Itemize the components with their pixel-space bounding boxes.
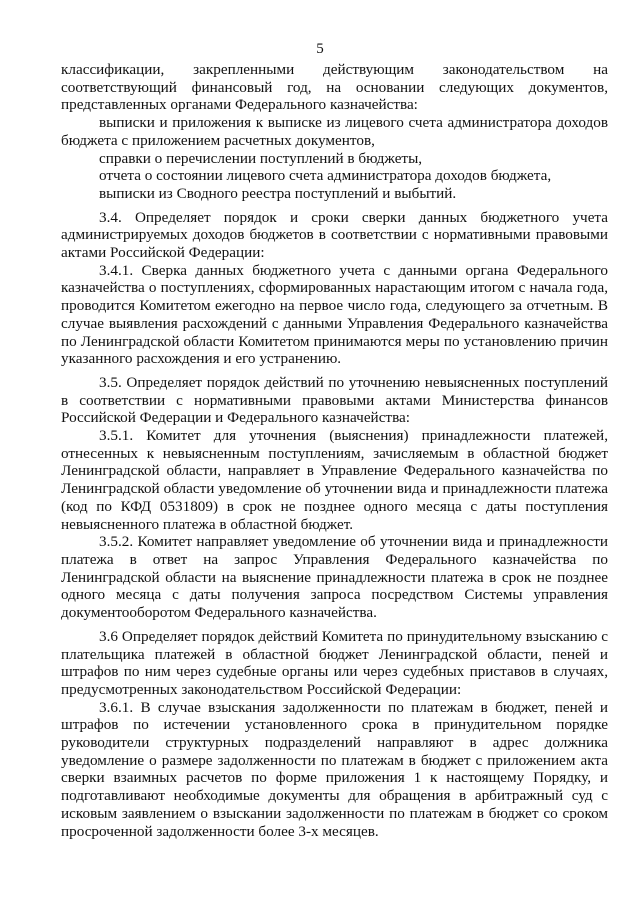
paragraph: 3.4.1. Сверка данных бюджетного учета с данными органа Федерального казначейства о поступлениях, сформированных нарастающим итогом с начала года, проводится Комитетом ежегодно на первое число года, следующего за отчетным. В случае выявления расхождений с данными Управления Федерального казначейства по Ленинградской области Комитетом принимаются меры по установлению причин указанного расхождения и его устранению. bbox=[61, 261, 608, 368]
paragraph: выписки и приложения к выписке из лицевого счета администратора доходов бюджета с приложением расчетных документов, bbox=[61, 114, 608, 149]
paragraph: 3.6.1. В случае взыскания задолженности по платежам в бюджет, пеней и штрафов по истечении установленного срока в принудительном порядке руководители структурных подразделений направляют в адрес должника уведомление о размере задолженности по платежам в бюджет с приложением акта сверки взаимных расчетов по форме приложения 1 к настоящему Порядку, и подготавливают необходимые документы для обращения в арбитражный суд с исковым заявлением о взыскании задолженности по платежам в бюджет со сроком просроченной задолженности более 3-х месяцев. bbox=[61, 698, 608, 840]
paragraph: 3.5.1. Комитет для уточнения (выяснения) принадлежности платежей, отнесенных к невыясненным поступлениям, зачисляемым в областной бюджет Ленинградской области, направляет в Управление Федерального казначейства по Ленинградской области уведомление об уточнении вида и принадлежности платежа (код по КФД 0531809) в срок не позднее одного месяца с даты поступления невыясненного платежа в областной бюджет. bbox=[61, 427, 608, 533]
paragraph: 3.4. Определяет порядок и сроки сверки данных бюджетного учета администрируемых доходов бюджетов в соответствии с нормативными правовыми актами Российской Федерации: bbox=[61, 208, 608, 262]
paragraph: классификации, закрепленными действующим законодательством на соответствующий финансовый год, на основании следующих документов, представленных органами Федерального казначейства: bbox=[61, 61, 608, 114]
paragraph: 3.6 Определяет порядок действий Комитета по принудительному взысканию с плательщика платежей в областной бюджет Ленинградской области, пеней и штрафов по ним через судебные органы или через судебных приставов в случаях, предусмотренных законодательством Российской Федерации: bbox=[61, 627, 608, 698]
page-number: 5 bbox=[316, 41, 324, 57]
paragraph: выписки из Сводного реестра поступлений и выбытий. bbox=[99, 184, 457, 202]
paragraph: 3.5.2. Комитет направляет уведомление об уточнении вида и принадлежности платежа в ответ на запрос Управления Федерального казначейства по Ленинградской области на выяснение принадлежности платежа в срок не позднее одного месяца с даты получения запроса посредством Системы управления документооборотом Федерального казначейства. bbox=[61, 533, 608, 622]
document-body bbox=[61, 61, 608, 840]
paragraph: отчета о состоянии лицевого счета администратора доходов бюджета, bbox=[99, 167, 552, 185]
paragraph: 3.5. Определяет порядок действий по уточнению невыясненных поступлений в соответствии с нормативными правовыми актами Министерства финансов Российской Федерации и Федерального казначейства: bbox=[61, 373, 608, 427]
paragraph: справки о перечислении поступлений в бюджеты, bbox=[99, 149, 423, 167]
